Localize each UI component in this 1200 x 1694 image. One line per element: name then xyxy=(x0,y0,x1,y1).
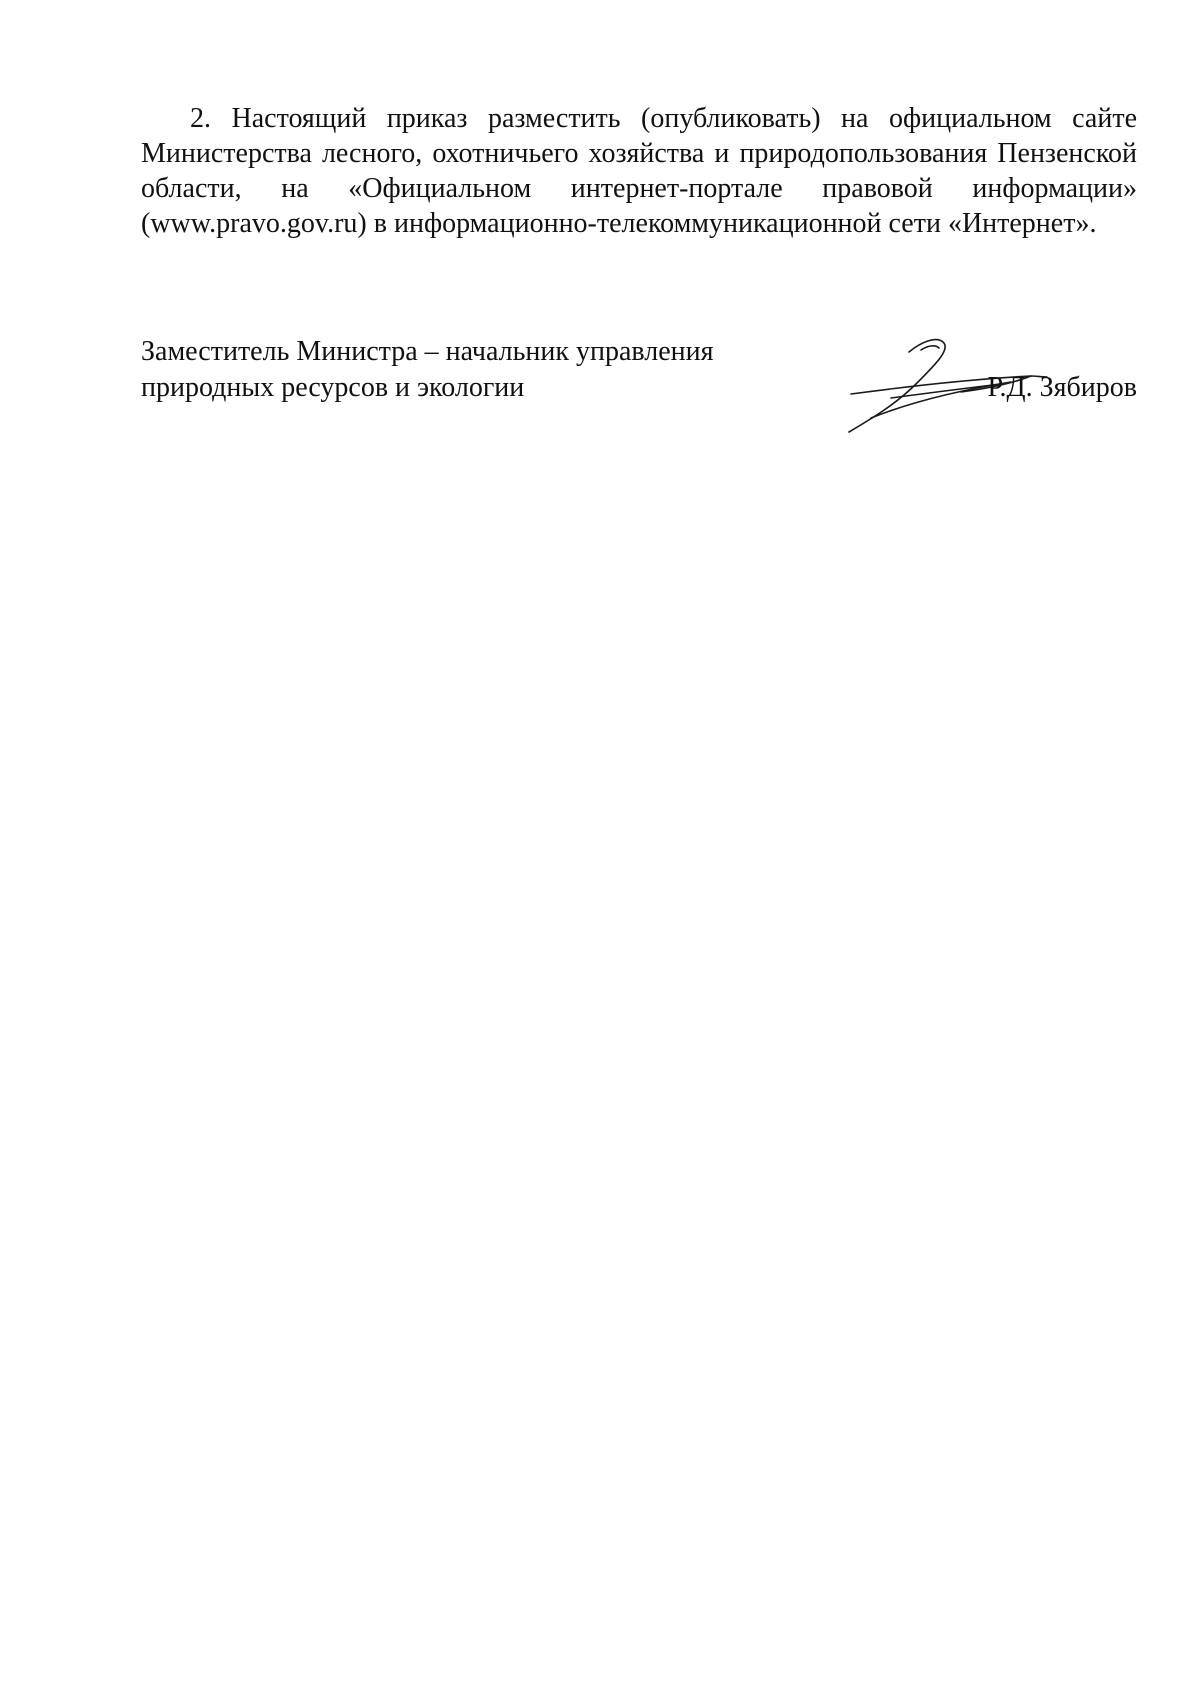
signatory-name: Р.Д. Зябиров xyxy=(987,372,1137,403)
publication-paragraph: 2. Настоящий приказ разместить (опубликовать) на официальном сайте Министерства лесного, охотничьего хозяйства и природопользования Пензенской области, на «Официальном интернет-портале правовой информации» (www.pravo.gov.ru) в информационно-телекоммуникационной сети «Интернет». xyxy=(141,103,1137,239)
signatory-title-line-2: природных ресурсов и экологии xyxy=(141,372,525,403)
signature-block xyxy=(141,334,1137,444)
signatory-title-line-1: Заместитель Министра – начальник управления xyxy=(141,336,714,367)
signatory-title xyxy=(141,334,714,406)
